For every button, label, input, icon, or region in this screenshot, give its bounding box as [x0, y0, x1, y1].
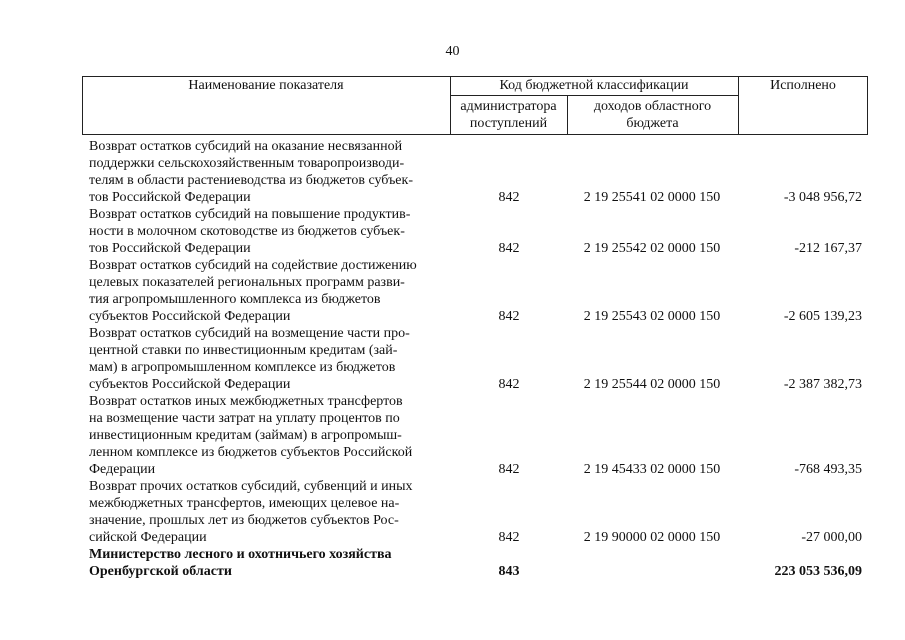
indicator-name: [82, 325, 455, 393]
table-row: [82, 478, 868, 546]
name-line: субъектов Российской Федерации: [89, 309, 291, 324]
table-body: [82, 138, 868, 580]
name-line: инвестиционным кредитам (займам) в агропромыш-: [89, 428, 402, 443]
header-admin-line2: поступлений: [469, 116, 548, 131]
header-income-line1: доходов областного: [593, 99, 712, 114]
header-sub-border: [450, 95, 738, 96]
table-row: [82, 393, 868, 478]
name-line: ленном комплексе из бюджетов субъектов Российской: [89, 445, 413, 460]
name-line: субъектов Российской Федерации: [89, 377, 291, 392]
table-row: [82, 206, 868, 257]
name-line: значение, прошлых лет из бюджетов субъектов Рос-: [89, 513, 399, 528]
name-line: Возврат остатков субсидий на возмещение части про-: [89, 326, 410, 341]
name-line: Оренбургской области: [89, 564, 232, 579]
header-income-line2: бюджета: [626, 116, 679, 131]
table-row-ministry: [82, 546, 868, 580]
name-line: поддержки сельскохозяйственным товаропроизводи-: [89, 156, 405, 171]
income-code: 2 19 25544 02 0000 150: [583, 377, 721, 392]
name-line: ности в молочном скотоводстве из бюджетов субъек-: [89, 224, 405, 239]
name-line: Возврат остатков субсидий на оказание несвязанной: [89, 139, 403, 154]
table-row: [82, 138, 868, 206]
budget-table: [82, 76, 868, 636]
income-code: 2 19 25541 02 0000 150: [583, 190, 721, 205]
indicator-name: [82, 478, 455, 546]
income-code: 2 19 90000 02 0000 150: [583, 530, 721, 545]
executed-amount: -768 493,35: [794, 462, 862, 477]
income-code: 2 19 25542 02 0000 150: [583, 241, 721, 256]
name-line: Возврат остатков субсидий на содействие достижению: [89, 258, 417, 273]
name-line: Министерство лесного и охотничьего хозяйства: [89, 547, 392, 562]
indicator-name: [82, 546, 455, 580]
admin-code: 842: [498, 377, 520, 392]
header-indicator-name: Наименование показателя: [188, 78, 344, 93]
name-line: на возмещение части затрат на уплату процентов по: [89, 411, 400, 426]
executed-amount: -2 387 382,73: [783, 377, 862, 392]
admin-code: 842: [498, 462, 520, 477]
executed-amount: 223 053 536,09: [774, 564, 862, 579]
executed-amount: -212 167,37: [794, 241, 862, 256]
header-budget-code: Код бюджетной классификации: [499, 78, 689, 93]
table-row: [82, 257, 868, 325]
admin-code: 842: [498, 241, 520, 256]
header-income: [567, 98, 738, 132]
name-line: сийской Федерации: [89, 530, 207, 545]
indicator-name: [82, 393, 455, 478]
executed-amount: -2 605 139,23: [783, 309, 862, 324]
name-line: центной ставки по инвестиционным кредитам (зай-: [89, 343, 398, 358]
admin-code: 843: [498, 564, 520, 579]
name-line: межбюджетных трансфертов, имеющих целевое на-: [89, 496, 400, 511]
admin-code: 842: [498, 309, 520, 324]
name-line: тов Российской Федерации: [89, 241, 251, 256]
executed-amount: -3 048 956,72: [783, 190, 862, 205]
name-line: Возврат остатков иных межбюджетных трансфертов: [89, 394, 403, 409]
name-line: тия агропромышленного комплекса из бюджетов: [89, 292, 381, 307]
header-bottom-border: [82, 134, 868, 135]
name-line: мам) в агропромышленном комплексе из бюджетов: [89, 360, 396, 375]
page-number: 40: [445, 44, 460, 59]
income-code: 2 19 25543 02 0000 150: [583, 309, 721, 324]
table-row: [82, 325, 868, 393]
header-executed: Исполнено: [770, 78, 836, 93]
name-line: Федерации: [89, 462, 156, 477]
income-code: 2 19 45433 02 0000 150: [583, 462, 721, 477]
indicator-name: [82, 138, 455, 206]
header-admin-line1: администратора: [460, 99, 557, 114]
indicator-name: [82, 206, 455, 257]
name-line: телям в области растениеводства из бюджетов субъек-: [89, 173, 413, 188]
indicator-name: [82, 257, 455, 325]
header-admin: [450, 98, 567, 132]
name-line: Возврат остатков субсидий на повышение продуктив-: [89, 207, 411, 222]
name-line: Возврат прочих остатков субсидий, субвенций и иных: [89, 479, 413, 494]
executed-amount: -27 000,00: [801, 530, 862, 545]
name-line: тов Российской Федерации: [89, 190, 251, 205]
name-line: целевых показателей региональных программ разви-: [89, 275, 405, 290]
admin-code: 842: [498, 530, 520, 545]
admin-code: 842: [498, 190, 520, 205]
